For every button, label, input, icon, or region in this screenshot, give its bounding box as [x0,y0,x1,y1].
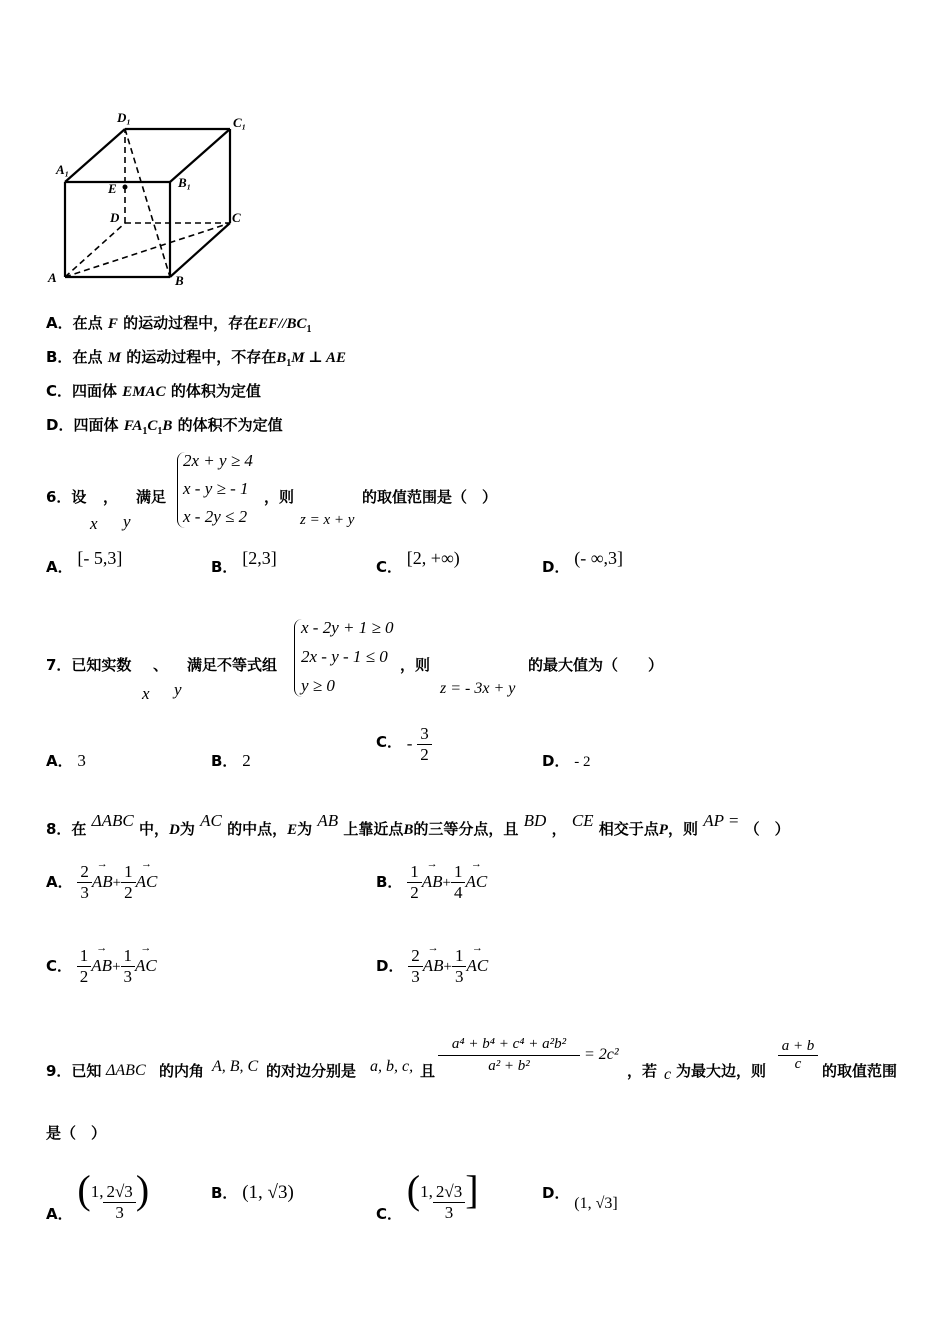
q6-option-d[interactable]: D． (- ∞,3] [542,548,624,576]
q5-option-b[interactable]: B．在点 M 的运动过程中，不存在$B_1M$ ⊥ AE [46,348,346,369]
label-A: A [48,270,57,285]
label-D1: D₁ [117,110,131,125]
label-C1: C₁ [233,115,247,130]
label-E: E [108,181,117,196]
q6-option-b[interactable]: B． [2,3] [211,548,277,576]
edge-A1-D1 [65,129,125,182]
q9-option-c[interactable]: C． (1, $\frac{2√3}{3}$ ] [376,1167,479,1223]
q8-option-a[interactable]: A． $\frac{2}{3}$ → AB+ $\frac{1}{2}$ → AC [46,862,157,903]
edge-B-C [170,223,230,277]
cube-figure [40,105,260,295]
label-A1: A₁ [56,162,70,177]
q5-option-a[interactable]: A．在点 F 的运动过程中，存在$EF//BC_1$ [46,314,312,335]
q7-option-c[interactable]: C． - $\frac{3}{2}$ [376,724,432,765]
diag-A-C [65,223,230,277]
q9-option-b[interactable]: B． (1, √3) [211,1182,294,1203]
edge-A-D [65,223,125,277]
label-B: B [175,273,184,288]
q6-option-a[interactable]: A． [- 5,3] [46,548,123,576]
q8-option-b[interactable]: B． $\frac{1}{2}$ → AB+ $\frac{1}{4}$ → AC [376,862,487,903]
point-E [123,185,128,190]
q8-stem: 8．在 ΔABC 中，D为 AC 的中点，E为 AB 上靠近点B的三等分点，且 BD ， CE 相交于点P，则 AP = （ ） [46,811,790,838]
q6-option-c[interactable]: C． [2, +∞) [376,548,460,576]
q9-main-fraction: a⁴ + b⁴ + c⁴ + a²b² a² + b² [438,1036,580,1075]
q9-option-d[interactable]: D． (1, √3] [542,1184,618,1212]
label-B1: B₁ [178,175,192,190]
q9-ratio-fraction: a + b c [778,1038,818,1073]
q7-c-fraction: $\frac{3}{2}$ [417,724,432,765]
label-D: D [110,210,120,225]
q5-option-c[interactable]: C．四面体 EMAC 的体积为定值 [46,382,261,400]
q7-option-d[interactable]: D． - 2 [542,752,591,770]
q5-option-d[interactable]: D．四面体 $FA_1C_1B$ 的体积不为定值 [46,416,283,437]
q7-option-a[interactable]: A． 3 [46,751,86,770]
q9-option-a[interactable]: A． (1, $\frac{2√3}{3}$ ) [46,1167,150,1223]
q8-option-c[interactable]: C． $\frac{1}{2}$ → AB+ $\frac{1}{3}$ → AC [46,946,157,987]
label-C: C [232,210,241,225]
q8-option-d[interactable]: D． $\frac{2}{3}$ → AB+ $\frac{1}{3}$ → AC [376,946,488,987]
q7-option-b[interactable]: B． 2 [211,751,251,770]
